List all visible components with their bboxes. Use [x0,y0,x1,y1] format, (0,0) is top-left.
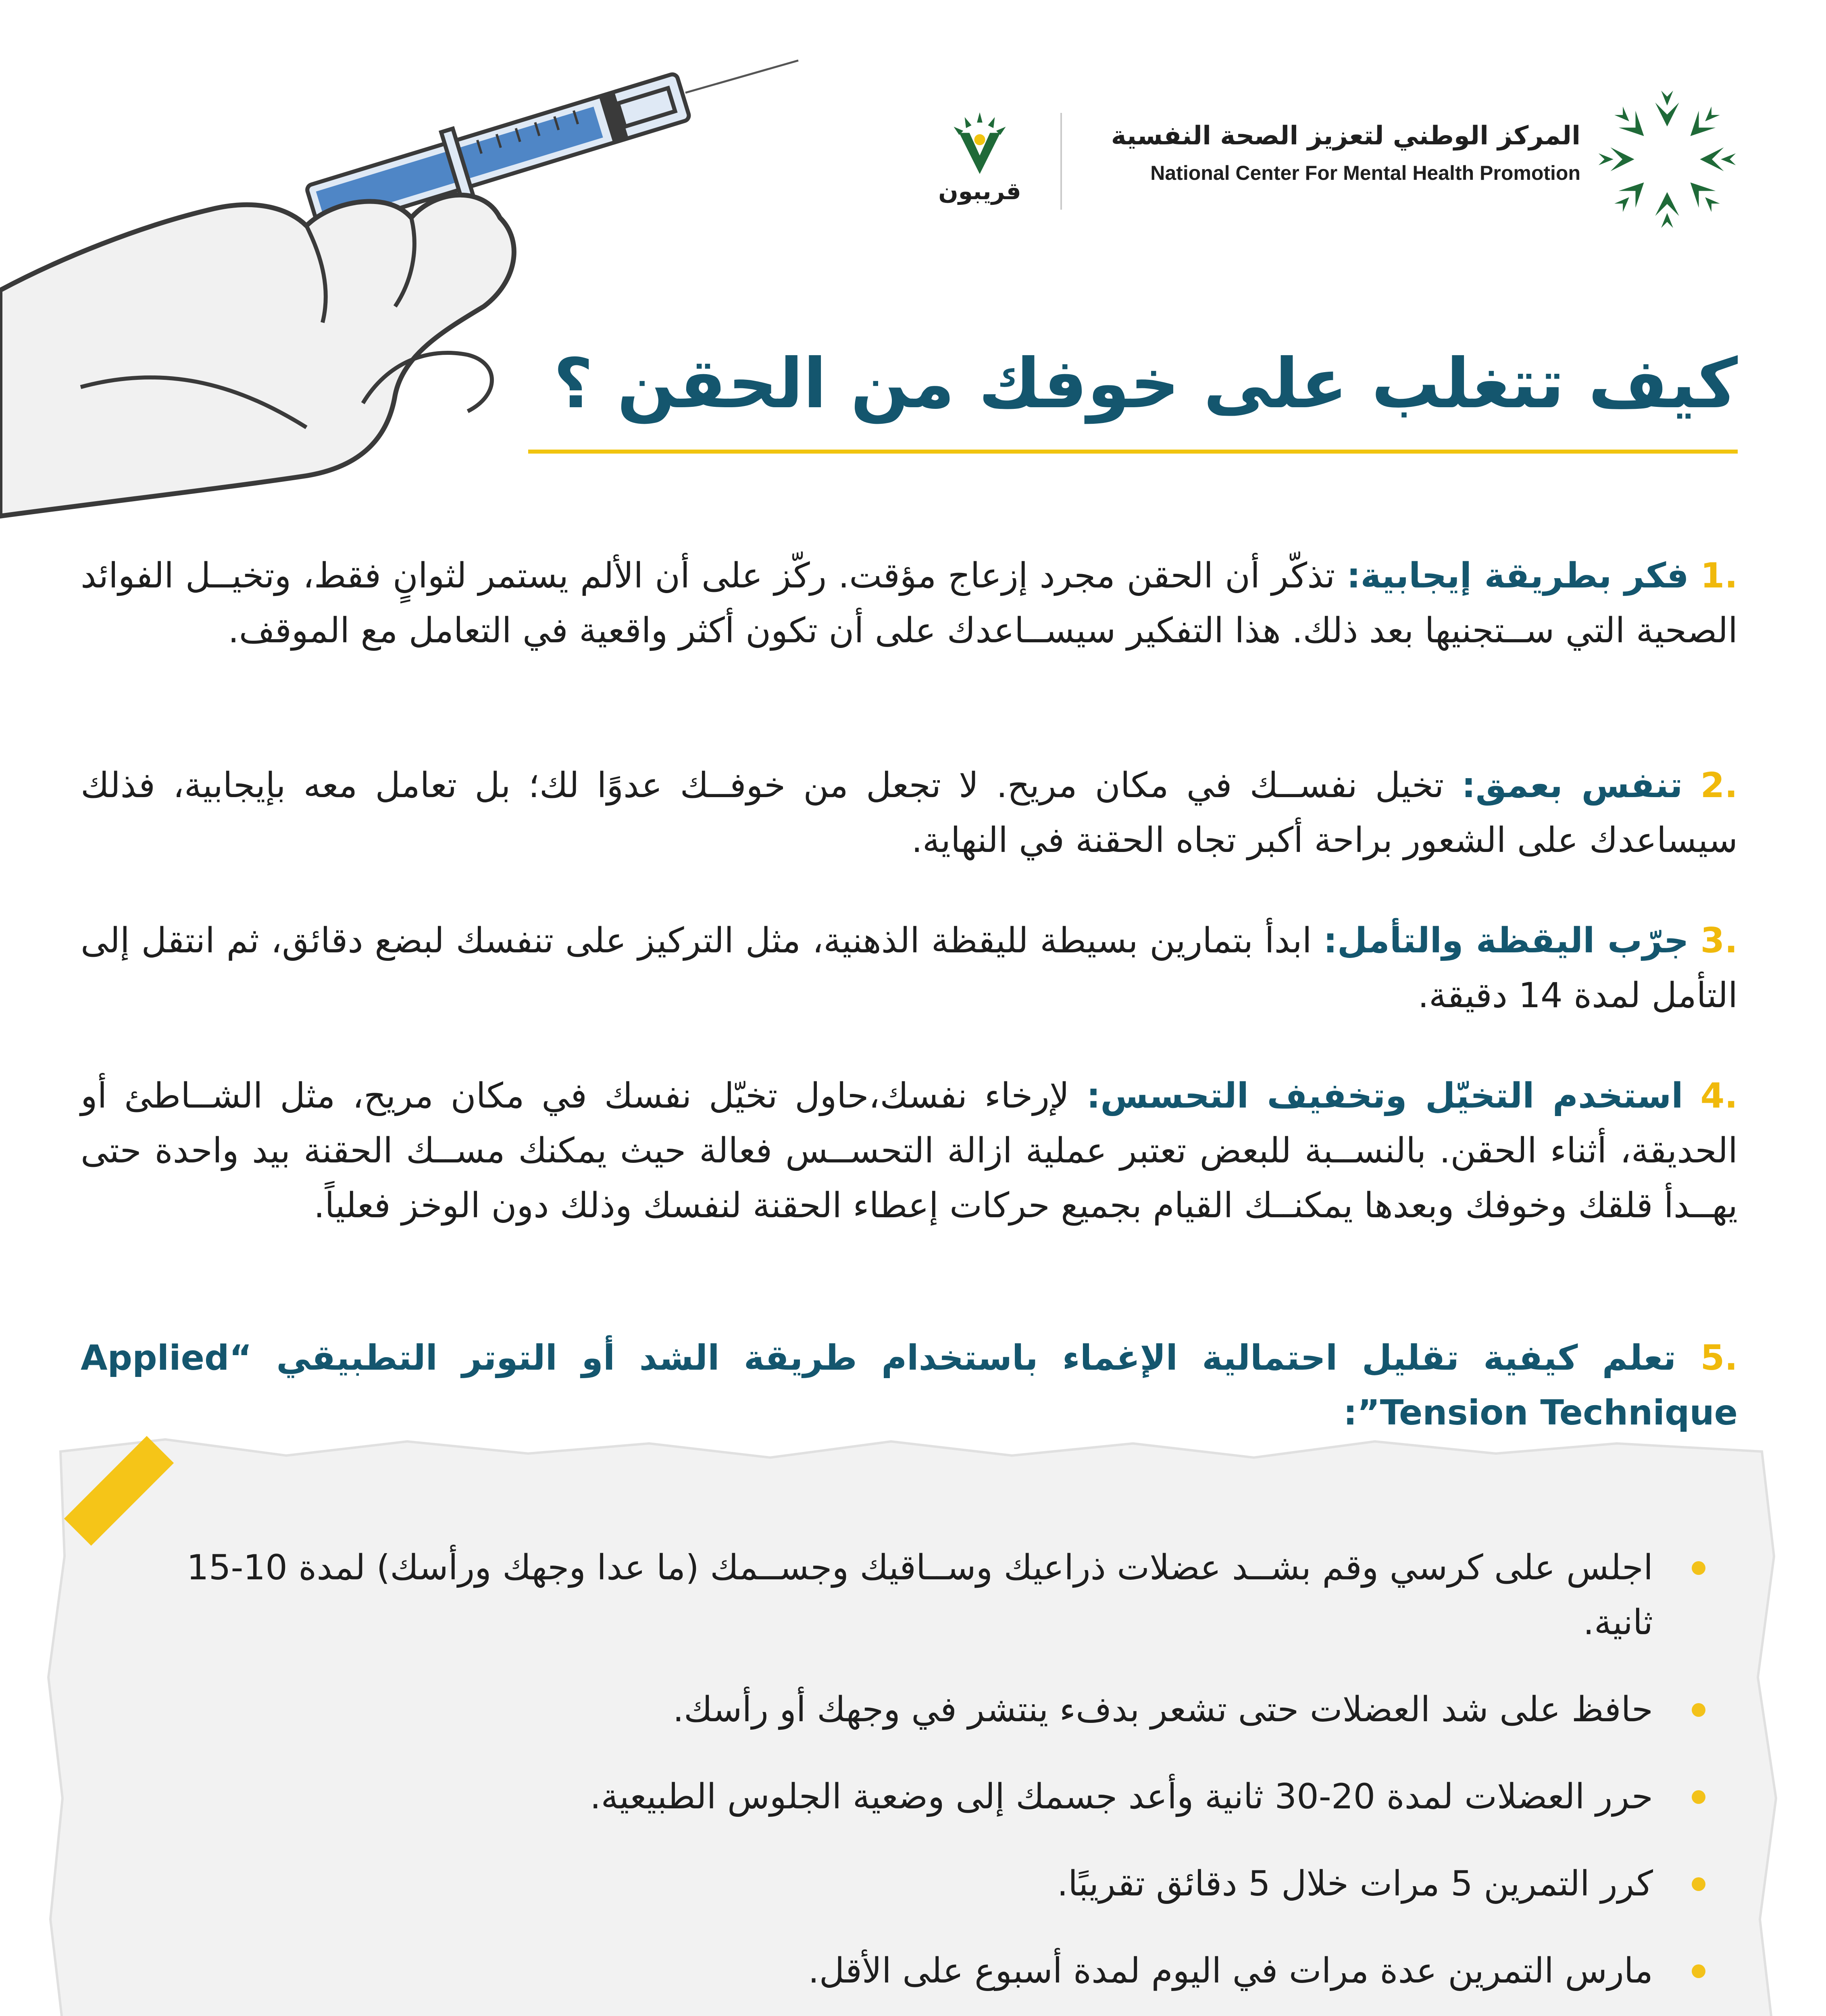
list-item [161,1682,1718,1737]
partner-name: قريبون [938,177,1021,205]
tip-1 [81,548,1738,658]
bullet-icon [1692,1790,1705,1804]
hand-syringe-illustration [0,0,847,524]
tip-3-body: ابدأ بتمارين بسيطة لليقظة الذهنية، مثل التركيز على تنفسك لبضع دقائق، ثم انتقل إلى التأمل لمدة 14 دقيقة. [81,921,1738,1016]
tip-4-number: .4 [1700,1076,1738,1116]
tip-5 [81,1331,1738,1440]
step-text: اجلس على كرسي وقم بشــد عضلات ذراعيك وســاقيك وجســمك (ما عدا وجهك ورأسك) لمدة 10-15 ثانية. [187,1547,1653,1643]
step-text: كرر التمرين 5 مرات خلال 5 دقائق تقريبًا. [1057,1864,1653,1904]
bullet-icon [1692,1703,1705,1717]
page-title: كيف تتغلب على خوفك من الحقن ؟ [553,344,1738,424]
tip-1-heading: فكر بطريقة إيجابية: [1347,556,1689,596]
org-name-arabic: المركز الوطني لتعزيز الصحة النفسية [1111,121,1580,151]
tip-2-number: .2 [1700,765,1738,806]
tip-4-heading: استخدم التخيّل وتخفيف التحسس: [1086,1076,1683,1116]
step-text: حافظ على شد العضلات حتى تشعر بدفء ينتشر في وجهك أو رأسك. [673,1689,1653,1730]
tip-2 [81,758,1738,868]
qareeboon-logo-icon [943,109,1016,177]
tip-4-body: لإرخاء نفسك،حاول تخيّل نفسك في مكان مريح، مثل الشــاطئ أو الحديقة، أثناء الحقن. بالنســبة للبعض تعتبر عملية ازالة التحســس فعالة حيث يمكنك مســك الحقنة بيد واحدة حتى يهــدأ قلقك وخوفك وبعدها يمكنــك القيام بجميع حركات إعطاء الحقنة لنفسك وذلك دون الوخز فعلياً. [81,1076,1738,1226]
tip-1-number: .1 [1700,556,1738,596]
org-name-english: National Center For Mental Health Promotion [1150,162,1580,184]
bullet-icon [1692,1964,1705,1978]
step-text: حرر العضلات لمدة 20-30 ثانية وأعد جسمك إلى وضعية الجلوس الطبيعية. [590,1776,1653,1817]
tip-3 [81,913,1738,1023]
tip-2-body: تخيل نفســك في مكان مريح. لا تجعل من خوفــك عدوًا لك؛ بل تعامل معه بإيجابية، فذلك سيساعدك على الشعور براحة أكبر تجاه الحقنة في النهاية. [81,765,1738,860]
header-divider [1060,113,1062,210]
steps-list [161,1540,1718,2016]
tip-3-number: .3 [1700,921,1738,961]
list-item [161,1943,1718,1998]
tip-5-body: تعلم كيفية تقليل احتمالية الإغماء باستخدام طريقة الشد أو التوتر التطبيقي “Applied Tension Technique”: [81,1338,1738,1433]
list-item [161,1856,1718,1911]
step-text: مارس التمرين عدة مرات في اليوم لمدة أسبوع على الأقل. [808,1951,1653,1991]
bullet-icon [1692,1561,1705,1575]
title-underline [528,450,1738,454]
tip-1-body: تذكّر أن الحقن مجرد إزعاج مؤقت. ركّز على أن الألم يستمر لثوانٍ فقط، وتخيــل الفوائد الصحية التي ســتجنيها بعد ذلك. هذا التفكير سيســاعدك على أن تكون أكثر واقعية في التعامل مع الموقف. [81,556,1738,651]
list-item [161,1769,1718,1824]
tip-3-heading: جرّب اليقظة والتأمل: [1323,921,1689,961]
tip-4 [81,1068,1738,1233]
tip-2-heading: تنفس بعمق: [1462,765,1683,806]
tip-5-number: .5 [1700,1338,1738,1378]
list-item [161,1540,1718,1650]
bullet-icon [1692,1877,1705,1891]
ncmh-logo-icon [1593,85,1742,234]
